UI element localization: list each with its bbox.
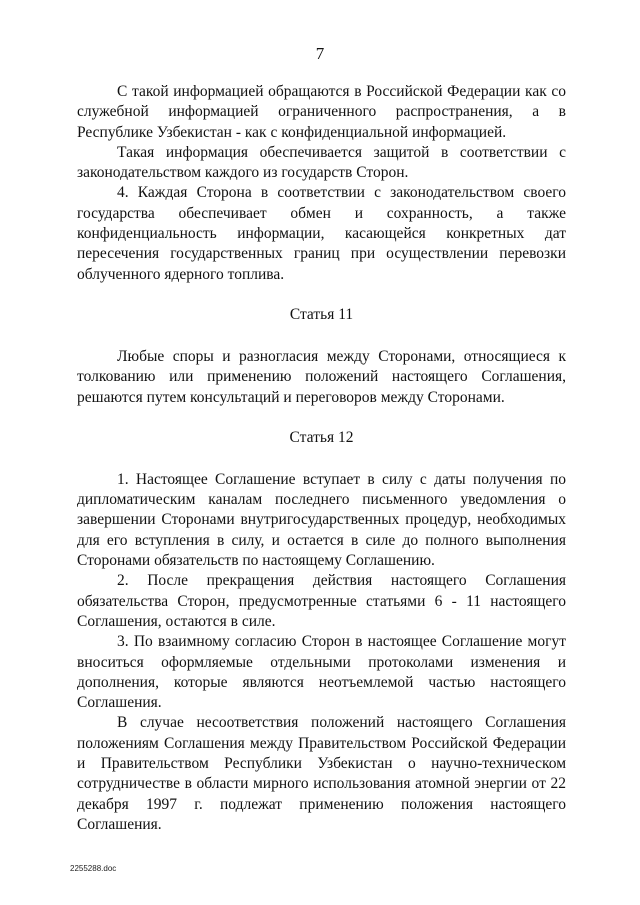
paragraph: 4. Каждая Сторона в соответствии с законодательством своего государства обеспечивает обмен и сохранность, а также конфиденциальность информации, касающейся конкретных дат пересечения государственных границ при осуществлении перевозки облученного ядерного топлива. bbox=[77, 184, 566, 283]
paragraph: Такая информация обеспечивается защитой в соответствии с законодательством каждого из государств Сторон. bbox=[77, 143, 566, 182]
paragraph: С такой информацией обращаются в Российской Федерации как со служебной информацией ограниченного распространения, а в Республике Узбекистан - как с конфиденциальной информацией. bbox=[77, 83, 566, 141]
article-heading: Статья 12 bbox=[289, 428, 354, 446]
paragraph: Любые споры и разногласия между Сторонами, относящиеся к толкованию или применению положений настоящего Соглашения, решаются путем консультаций и переговоров между Сторонами. bbox=[77, 347, 566, 406]
file-name-footer: 2255288.doc bbox=[70, 864, 117, 873]
article-heading: Статья 11 bbox=[289, 305, 354, 323]
paragraph: 1. Настоящее Соглашение вступает в силу с даты получения по дипломатическим каналам последнего письменного уведомления о завершении Сторонами внутригосударственных процедур, необходимых для его вступления в силу, и остается в силе до полного выполнения Сторонами обязательств по настоящему Соглашению. bbox=[77, 470, 566, 570]
paragraph: В случае несоответствия положений настоящего Соглашения положениям Соглашения между Правительством Российской Федерации и Правительством Республики Узбекистан о научно-техническом сотрудничестве в области мирного использования атомной энергии от 22 декабря 1997 г. подлежат применению положения настоящего Соглашения. bbox=[77, 714, 566, 833]
paragraph: 2. После прекращения действия настоящего Соглашения обязательства Сторон, предусмотренные статьями 6 - 11 настоящего Соглашения, остаются в силе. bbox=[77, 572, 566, 630]
page-number: 7 bbox=[315, 44, 325, 63]
document-body bbox=[77, 82, 566, 835]
paragraph: 3. По взаимному согласию Сторон в настоящее Соглашение могут вноситься оформляемые отдельными протоколами изменения и дополнения, которые являются неотъемлемой частью настоящего Соглашения. bbox=[77, 633, 566, 712]
